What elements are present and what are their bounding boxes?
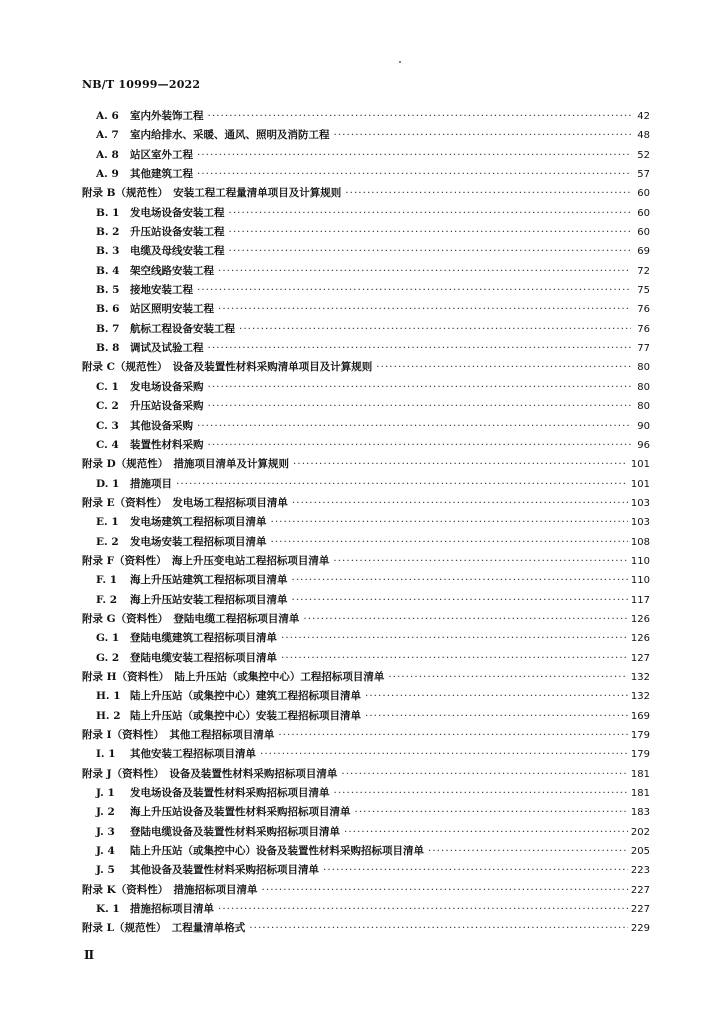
toc-page-number: 52 xyxy=(637,149,650,161)
toc-entry-title: 接地安装工程 xyxy=(130,284,193,297)
toc-page-number: 80 xyxy=(637,362,650,374)
toc-page-number: 60 xyxy=(637,207,650,219)
toc-section-entry[interactable] xyxy=(82,476,650,495)
toc-dot-leader xyxy=(197,168,631,180)
toc-entry-title: 登陆电缆设备及装置性材料采购招标项目清单 xyxy=(130,825,340,838)
toc-page-number: 169 xyxy=(630,710,650,722)
toc-page-number: 48 xyxy=(637,130,650,142)
toc-dot-leader xyxy=(345,187,631,199)
toc-dot-leader xyxy=(355,806,628,818)
toc-section-entry[interactable] xyxy=(82,437,650,456)
toc-page-number: 90 xyxy=(637,420,650,432)
toc-entry-title: 室内给排水、采暖、通风、照明及消防工程 xyxy=(130,129,330,142)
toc-dot-leader xyxy=(293,458,628,470)
toc-dot-leader xyxy=(333,555,628,567)
toc-page-number: 69 xyxy=(637,246,650,258)
toc-section-entry[interactable] xyxy=(82,572,650,591)
toc-section-number: C. 2 xyxy=(96,400,119,413)
toc-entry-title: 装置性材料采购 xyxy=(130,438,204,451)
toc-entry-title: 其他设备及装置性材料采购招标项目清单 xyxy=(130,864,319,877)
toc-dot-leader xyxy=(303,613,628,625)
toc-section-entry[interactable] xyxy=(82,108,650,127)
toc-page-number: 75 xyxy=(637,285,650,297)
toc-section-number: B. 5 xyxy=(96,284,120,297)
toc-section-number: A. 9 xyxy=(96,168,119,181)
toc-entry-title: 附录 F（资料性） 海上升压变电站工程招标项目清单 xyxy=(82,554,330,567)
toc-dot-leader xyxy=(262,884,628,896)
toc-section-entry[interactable] xyxy=(82,166,650,185)
toc-page-number: 101 xyxy=(630,459,650,471)
toc-dot-leader xyxy=(428,845,628,857)
toc-dot-leader xyxy=(208,381,632,393)
toc-page-number: 223 xyxy=(630,865,650,877)
toc-entry-title: 其他安装工程招标项目清单 xyxy=(130,748,256,761)
toc-entry-title: 附录 L（规范性） 工程量清单格式 xyxy=(82,922,246,935)
standard-code-header: NB/T 10999—2022 xyxy=(82,78,201,91)
toc-dot-leader xyxy=(208,439,632,451)
toc-section-number: D. 1 xyxy=(96,477,120,490)
toc-page-number: 132 xyxy=(630,671,650,683)
toc-section-entry[interactable] xyxy=(82,398,650,417)
toc-dot-leader xyxy=(281,632,628,644)
toc-section-entry[interactable] xyxy=(82,901,650,920)
toc-entry-title: 措施项目 xyxy=(130,477,172,490)
toc-section-entry[interactable] xyxy=(82,650,650,669)
toc-page-number: 96 xyxy=(637,439,650,451)
toc-entry-title: 站区照明安装工程 xyxy=(130,303,214,316)
toc-entry-title: 附录 H（资料性） 陆上升压站（或集控中心）工程招标项目清单 xyxy=(82,670,385,683)
toc-appendix-entry[interactable] xyxy=(82,185,650,204)
toc-entry-title: 登陆电缆安装工程招标项目清单 xyxy=(130,651,277,664)
toc-page-number: 227 xyxy=(630,884,650,896)
toc-section-entry[interactable] xyxy=(82,147,650,166)
toc-section-number: B. 3 xyxy=(96,245,120,258)
toc-section-number: E. 1 xyxy=(96,516,119,529)
toc-section-entry[interactable] xyxy=(82,708,650,727)
toc-entry-title: 登陆电缆建筑工程招标项目清单 xyxy=(130,632,277,645)
toc-page-number: 103 xyxy=(630,517,650,529)
toc-appendix-entry[interactable] xyxy=(82,495,650,514)
toc-dot-leader xyxy=(239,323,631,335)
toc-entry-title: 陆上升压站（或集控中心）设备及装置性材料采购招标项目清单 xyxy=(130,845,424,858)
toc-page-number: 72 xyxy=(637,265,650,277)
toc-section-number: C. 3 xyxy=(96,419,119,432)
toc-page-number: 57 xyxy=(637,169,650,181)
toc-entry-title: 发电场设备安装工程 xyxy=(130,206,225,219)
toc-page-number: 110 xyxy=(630,555,650,567)
toc-dot-leader xyxy=(376,361,631,373)
toc-dot-leader xyxy=(218,903,628,915)
toc-section-number: A. 7 xyxy=(96,129,119,142)
toc-entry-title: 陆上升压站（或集控中心）安装工程招标项目清单 xyxy=(130,709,361,722)
toc-section-entry[interactable] xyxy=(82,205,650,224)
page-number-roman: Ⅱ xyxy=(84,948,95,962)
toc-entry-title: 附录 E（资料性） 发电场工程招标项目清单 xyxy=(82,496,288,509)
toc-section-entry[interactable] xyxy=(82,824,650,843)
toc-entry-title: 室内外装饰工程 xyxy=(130,110,204,122)
toc-section-entry[interactable] xyxy=(82,379,650,398)
toc-dot-leader xyxy=(344,826,628,838)
toc-entry-title: 附录 C（规范性） 设备及装置性材料采购清单项目及计算规则 xyxy=(82,361,373,374)
toc-entry-title: 附录 D（规范性） 措施项目清单及计算规则 xyxy=(82,458,290,471)
toc-page-number: 126 xyxy=(630,633,650,645)
toc-section-number: B. 4 xyxy=(96,264,120,277)
toc-section-entry[interactable] xyxy=(82,340,650,359)
toc-section-number: K. 1 xyxy=(96,903,120,916)
toc-dot-leader xyxy=(218,303,631,315)
toc-entry-title: 站区室外工程 xyxy=(130,148,193,161)
toc-section-entry[interactable] xyxy=(82,630,650,649)
toc-section-number: B. 2 xyxy=(96,226,120,239)
toc-section-number: G. 2 xyxy=(96,651,120,664)
scan-speck xyxy=(399,61,401,63)
toc-section-number: I. 1 xyxy=(96,748,116,761)
toc-section-entry[interactable] xyxy=(82,592,650,611)
toc-section-number: F. 1 xyxy=(96,574,118,587)
toc-dot-leader xyxy=(249,922,628,934)
toc-dot-leader xyxy=(365,690,628,702)
toc-appendix-entry[interactable] xyxy=(82,766,650,785)
toc-section-entry[interactable] xyxy=(82,843,650,862)
toc-entry-title: 附录 G（资料性） 登陆电缆工程招标项目清单 xyxy=(82,612,300,625)
toc-entry-title: 发电场建筑工程招标项目清单 xyxy=(130,516,267,529)
toc-section-number: H. 2 xyxy=(96,709,121,722)
toc-page-number: 132 xyxy=(630,691,650,703)
toc-page-number: 179 xyxy=(630,730,650,741)
toc-page-number: 181 xyxy=(630,788,650,800)
toc-dot-leader xyxy=(176,478,628,490)
toc-dot-leader xyxy=(197,149,631,161)
toc-entry-title: 升压站设备采购 xyxy=(130,400,204,413)
toc-appendix-entry[interactable] xyxy=(82,727,650,746)
toc-page-number: 183 xyxy=(630,807,650,819)
toc-page-number: 227 xyxy=(630,904,650,916)
toc-section-entry[interactable] xyxy=(82,321,650,340)
toc-entry-title: 陆上升压站（或集控中心）建筑工程招标项目清单 xyxy=(130,690,361,703)
toc-dot-leader xyxy=(341,768,628,780)
toc-section-entry[interactable] xyxy=(82,224,650,243)
toc-appendix-entry[interactable] xyxy=(82,611,650,630)
toc-entry-title: 海上升压站设备及装置性材料采购招标项目清单 xyxy=(130,806,351,819)
toc-page-number: 76 xyxy=(637,304,650,316)
toc-entry-title: 附录 B（规范性） 安装工程工程量清单项目及计算规则 xyxy=(82,187,342,200)
toc-page-number: 117 xyxy=(630,594,650,606)
toc-page-number: 60 xyxy=(637,227,650,239)
toc-page-number: 127 xyxy=(630,652,650,664)
toc-section-entry[interactable] xyxy=(82,282,650,301)
toc-dot-leader xyxy=(278,729,628,741)
toc-entry-title: 升压站设备安装工程 xyxy=(130,226,225,239)
toc-section-number: C. 4 xyxy=(96,438,119,451)
toc-page-number: 179 xyxy=(630,749,650,761)
toc-page-number: 205 xyxy=(630,846,650,858)
toc-section-entry[interactable] xyxy=(82,263,650,282)
toc-entry-title: 架空线路安装工程 xyxy=(130,264,214,277)
toc-section-entry[interactable] xyxy=(82,534,650,553)
toc-section-entry[interactable] xyxy=(82,688,650,707)
toc-entry-title: 附录 K（资料性） 措施招标项目清单 xyxy=(82,883,258,896)
toc-section-number: A. 6 xyxy=(96,110,119,122)
table-of-contents xyxy=(82,108,650,940)
toc-appendix-entry[interactable] xyxy=(82,669,650,688)
toc-appendix-entry[interactable] xyxy=(82,456,650,475)
toc-entry-title: 发电场设备采购 xyxy=(130,380,204,393)
toc-dot-leader xyxy=(197,420,631,432)
toc-entry-title: 发电场设备及装置性材料采购招标项目清单 xyxy=(130,787,330,800)
toc-dot-leader xyxy=(229,245,632,257)
toc-dot-leader xyxy=(292,497,628,509)
toc-entry-title: 电缆及母线安装工程 xyxy=(130,245,225,258)
toc-entry-title: 其他设备采购 xyxy=(130,419,193,432)
toc-dot-leader xyxy=(208,342,632,354)
toc-dot-leader xyxy=(218,265,631,277)
toc-entry-title: 航标工程设备安装工程 xyxy=(130,322,235,335)
toc-dot-leader xyxy=(334,129,632,141)
toc-page-number: 126 xyxy=(630,613,650,625)
toc-page-number: 181 xyxy=(630,768,650,780)
toc-section-entry[interactable] xyxy=(82,804,650,823)
toc-entry-title: 措施招标项目清单 xyxy=(130,903,214,916)
toc-dot-leader xyxy=(229,207,632,219)
toc-entry-title: 发电场安装工程招标项目清单 xyxy=(130,535,267,548)
toc-section-entry[interactable] xyxy=(82,243,650,262)
toc-page-number: 60 xyxy=(637,188,650,200)
toc-dot-leader xyxy=(323,864,628,876)
toc-page-number: 103 xyxy=(630,497,650,509)
toc-page-number: 76 xyxy=(637,323,650,335)
toc-dot-leader xyxy=(365,710,628,722)
toc-dot-leader xyxy=(260,748,628,760)
toc-entry-title: 附录 J（资料性） 设备及装置性材料采购招标项目清单 xyxy=(82,767,338,780)
toc-dot-leader xyxy=(271,536,628,548)
toc-dot-leader xyxy=(208,400,632,412)
toc-entry-title: 其他建筑工程 xyxy=(130,168,193,181)
toc-section-number: J. 3 xyxy=(96,825,115,838)
toc-section-entry[interactable] xyxy=(82,127,650,146)
toc-dot-leader xyxy=(271,516,628,528)
toc-section-number: C. 1 xyxy=(96,380,119,393)
toc-dot-leader xyxy=(208,110,632,122)
toc-section-number: G. 1 xyxy=(96,632,120,645)
toc-page-number: 42 xyxy=(637,111,650,122)
toc-page-number: 110 xyxy=(630,575,650,587)
toc-section-number: B. 1 xyxy=(96,206,120,219)
toc-section-entry[interactable] xyxy=(82,746,650,765)
toc-dot-leader xyxy=(197,284,631,296)
toc-page-number: 77 xyxy=(637,343,650,355)
toc-page-number: 101 xyxy=(630,478,650,490)
toc-section-number: H. 1 xyxy=(96,690,121,703)
toc-section-entry[interactable] xyxy=(82,862,650,881)
toc-section-number: J. 5 xyxy=(96,864,115,877)
toc-page-number: 229 xyxy=(630,923,650,935)
toc-section-entry[interactable] xyxy=(82,514,650,533)
toc-page-number: 108 xyxy=(630,536,650,548)
toc-section-number: J. 2 xyxy=(96,806,115,819)
toc-section-number: A. 8 xyxy=(96,148,119,161)
toc-section-number: B. 6 xyxy=(96,303,120,316)
toc-section-number: B. 8 xyxy=(96,342,120,355)
toc-page-number: 80 xyxy=(637,401,650,413)
toc-dot-leader xyxy=(229,226,632,238)
toc-section-number: F. 2 xyxy=(96,593,118,606)
toc-entry-title: 调试及试验工程 xyxy=(130,342,204,355)
toc-dot-leader xyxy=(334,787,628,799)
toc-section-entry[interactable] xyxy=(82,418,650,437)
toc-appendix-entry[interactable] xyxy=(82,553,650,572)
toc-appendix-entry[interactable] xyxy=(82,882,650,901)
toc-section-number: J. 4 xyxy=(96,845,115,858)
toc-appendix-entry[interactable] xyxy=(82,920,650,939)
toc-page-number: 202 xyxy=(630,826,650,838)
toc-dot-leader xyxy=(281,652,628,664)
toc-dot-leader xyxy=(292,574,628,586)
toc-section-entry[interactable] xyxy=(82,785,650,804)
toc-section-number: B. 7 xyxy=(96,322,120,335)
toc-entry-title: 海上升压站安装工程招标项目清单 xyxy=(130,593,288,606)
toc-section-number: E. 2 xyxy=(96,535,119,548)
toc-appendix-entry[interactable] xyxy=(82,359,650,378)
toc-section-entry[interactable] xyxy=(82,301,650,320)
toc-entry-title: 海上升压站建筑工程招标项目清单 xyxy=(130,574,288,587)
toc-section-number: J. 1 xyxy=(96,787,115,800)
toc-entry-title: 附录 I（资料性） 其他工程招标项目清单 xyxy=(82,729,275,741)
toc-dot-leader xyxy=(292,594,628,606)
toc-dot-leader xyxy=(388,671,628,683)
toc-page-number: 80 xyxy=(637,381,650,393)
